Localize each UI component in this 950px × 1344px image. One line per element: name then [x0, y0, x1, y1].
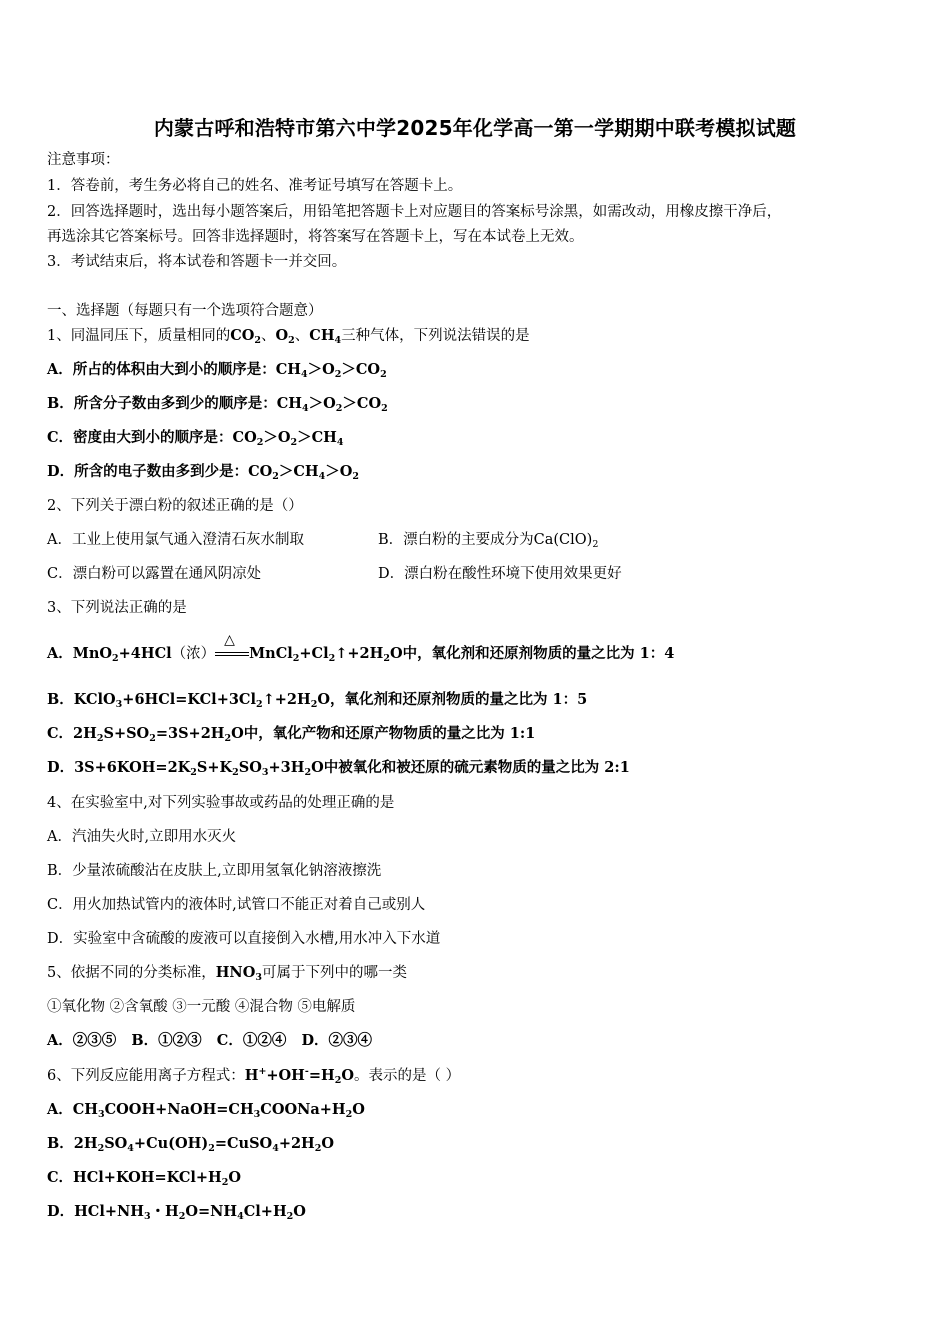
- section-heading: 一、选择题（每题只有一个选项符合题意）: [47, 303, 323, 319]
- question-4-option-a[interactable]: A．汽油失火时,立即用水灭火: [47, 829, 237, 845]
- question-5-stem: 5、依据不同的分类标准，$HNO_3$可属于下列中的哪一类: [47, 964, 407, 983]
- notice-heading: 注意事项：: [47, 152, 120, 168]
- question-2-option-b[interactable]: B．漂白粉的主要成分为$Ca(ClO)_2$: [378, 532, 599, 550]
- question-5-categories: ①氧化物 ②含氧酸 ③一元酸 ④混合物 ⑤电解质: [47, 999, 356, 1015]
- question-5-options[interactable]: A．②③⑤ B．①②③ C．①②④ D．②③④: [47, 1032, 373, 1049]
- question-4-stem: 4、在实验室中,对下列实验事故或药品的处理正确的是: [47, 795, 395, 811]
- page-title: 内蒙古呼和浩特市第六中学2025年化学高一第一学期期中联考模拟试题: [153, 116, 797, 140]
- notice-item-3: 3．考试结束后，将本试卷和答题卡一并交回。: [47, 254, 347, 270]
- question-3-option-d[interactable]: D．$3S+6KOH=2K_2S+K_2SO_3+3H_2O$中被氧化和被还原的硫元素物质的量之比为 2:1: [47, 759, 630, 778]
- heat-equals-sign: △: [215, 644, 249, 664]
- question-3-option-a[interactable]: A．MnO$_2$+4HCl（浓） △ $MnCl_2+Cl_2↑+2H_2O$中，氧化剂和还原剂物质的量之比为 1：4: [47, 632, 675, 664]
- notice-item-2: 2．回答选择题时，选出每小题答案后，用铅笔把答题卡上对应题目的答案标号涂黑，如需改动，用橡皮擦干净后，: [47, 204, 782, 220]
- notice-item-2-cont: 再选涂其它答案标号。回答非选择题时，将答案写在答题卡上，写在本试卷上无效。: [47, 229, 584, 245]
- question-6-option-a[interactable]: A．$CH_3COOH+NaOH=CH_3COONa+H_2O$: [47, 1101, 365, 1120]
- question-2-row-2: [47, 564, 622, 584]
- notice-item-1: 1．答卷前，考生务必将自己的姓名、准考证号填写在答题卡上。: [47, 178, 463, 194]
- question-1-stem: 1、同温同压下，质量相同的$CO_2$、$O_2$、$CH_4$三种气体，下列说法错误的是: [47, 327, 530, 346]
- question-3-stem: 3、下列说法正确的是: [47, 600, 187, 616]
- question-1-option-c[interactable]: C．密度由大到小的顺序是：$CO_2>O_2>CH_4$: [47, 429, 344, 448]
- question-4-option-d[interactable]: D．实验室中含硫酸的废液可以直接倒入水槽,用水冲入下水道: [47, 931, 441, 947]
- question-6-option-b[interactable]: B．$2H_2SO_4+Cu(OH)_2=CuSO_4+2H_2O$: [47, 1135, 335, 1154]
- question-1-option-b[interactable]: B．所含分子数由多到少的顺序是：$CH_4>O_2>CO_2$: [47, 395, 388, 414]
- question-4-option-c[interactable]: C．用火加热试管内的液体时,试管口不能正对着自己或别人: [47, 897, 426, 913]
- question-2-stem: 2、下列关于漂白粉的叙述正确的是（）: [47, 498, 303, 514]
- question-2-option-c[interactable]: C．漂白粉可以露置在通风阴凉处: [47, 566, 262, 582]
- question-6-stem: 6、下列反应能用离子方程式：$H^++OH^-=H_2O$。表示的是（ ）: [47, 1066, 461, 1086]
- question-3-option-c[interactable]: C．$2H_2S+SO_2=3S+2H_2O$中，氧化产物和还原产物物质的量之比为 1:1: [47, 725, 536, 744]
- question-2-option-a[interactable]: A．工业上使用氯气通入澄清石灰水制取: [47, 532, 304, 548]
- question-4-option-b[interactable]: B．少量浓硫酸沾在皮肤上,立即用氢氧化钠溶液擦洗: [47, 863, 382, 879]
- question-1-option-d[interactable]: D．所含的电子数由多到少是：$CO_2>CH_4>O_2$: [47, 463, 360, 482]
- question-1-option-a[interactable]: A．所占的体积由大到小的顺序是：$CH_4>O_2>CO_2$: [47, 361, 387, 380]
- question-2-option-d[interactable]: D．漂白粉在酸性环境下使用效果更好: [378, 566, 622, 582]
- question-6-option-d[interactable]: D．$HCl+NH_3$・$H_2O=NH_4Cl+H_2O$: [47, 1203, 306, 1222]
- question-6-option-c[interactable]: C．$HCl+KOH=KCl+H_2O$: [47, 1169, 242, 1188]
- question-2-row-1: [47, 530, 599, 550]
- question-3-option-b[interactable]: B．$KClO_3+6HCl=KCl+3Cl_2↑+2H_2O$，氧化剂和还原剂物质的量之比为 1：5: [47, 691, 588, 710]
